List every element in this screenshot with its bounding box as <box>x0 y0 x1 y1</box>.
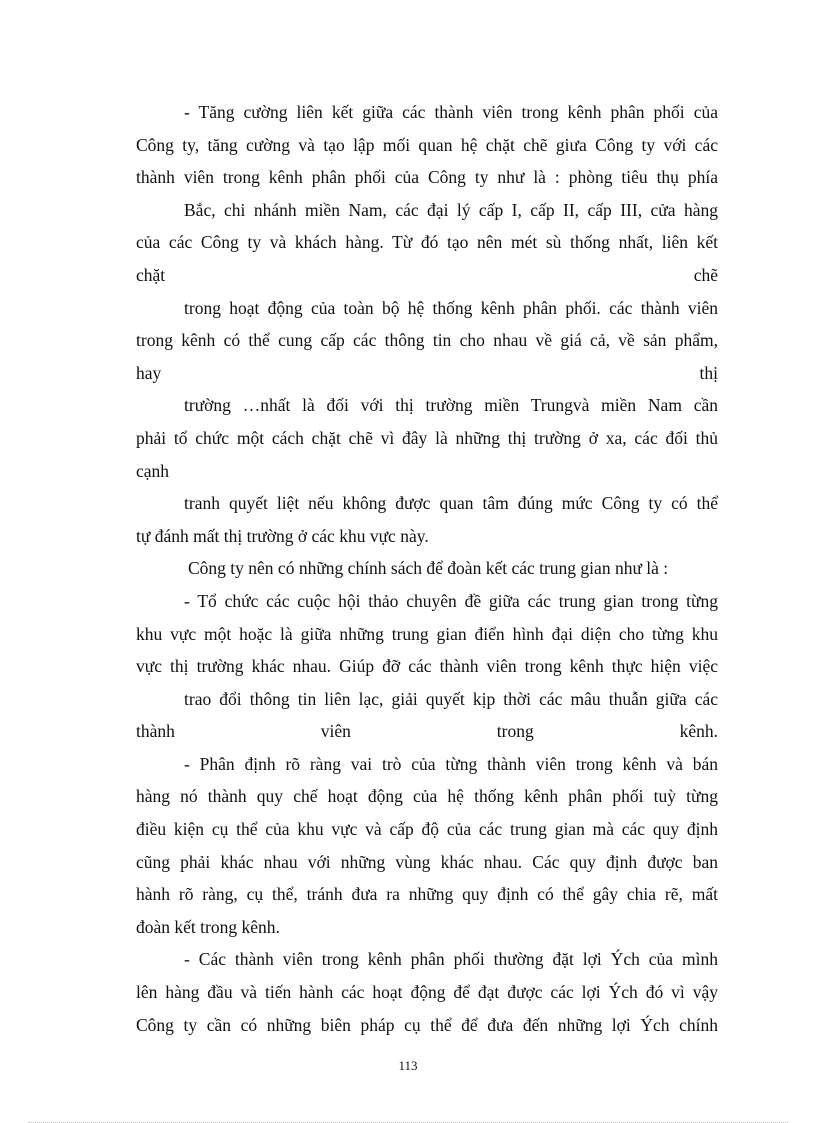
text-line: hành rõ ràng, cụ thể, tránh đưa ra những quy định có thể gây chia rẽ, mất <box>136 884 718 905</box>
text-line: cũng phải khác nhau với những vùng khác nhau. Các quy định được ban <box>136 851 718 872</box>
text-line: trường …nhất là đối với thị trường miền Trungvà miền Nam cần <box>184 395 718 416</box>
text-line: Công ty nên có những chính sách để đoàn kết các trung gian như là : <box>188 558 669 579</box>
text-line: hay thị <box>136 362 718 383</box>
document-body <box>136 96 718 1041</box>
text-line: của các Công ty và khách hàng. Từ đó tạo nên mét sù thống nhất, liên kết <box>136 232 718 253</box>
text-line: Bắc, chi nhánh miền Nam, các đại lý cấp I, cấp II, cấp III, cửa hàng <box>184 199 718 220</box>
text-line: chặt chẽ <box>136 264 718 285</box>
text-line: trao đổi thông tin liên lạc, giải quyết kịp thời các mâu thuẫn giữa các <box>184 688 718 709</box>
text-line: đoàn kết trong kênh. <box>136 916 280 937</box>
text-line: cạnh <box>136 460 170 481</box>
text-line: - Phân định rõ ràng vai trò của từng thành viên trong kênh và bán <box>184 753 718 774</box>
text-line: tự đánh mất thị trường ở các khu vực này. <box>136 525 429 546</box>
text-line: trong kênh có thể cung cấp các thông tin cho nhau về giá cả, về sản phẩm, <box>136 330 718 351</box>
page-number: 113 <box>398 1058 418 1073</box>
text-line: thành viên trong kênh. <box>136 721 718 742</box>
text-line: - Tăng cường liên kết giữa các thành viên trong kênh phân phối của <box>184 102 718 122</box>
text-line: hàng nó thành quy chế hoạt động của hệ thống kênh phân phối tuỳ từng <box>136 786 718 807</box>
text-line: trong hoạt động của toàn bộ hệ thống kênh phân phối. các thành viên <box>184 297 718 318</box>
text-line: điều kiện cụ thể của khu vực và cấp độ của các trung gian mà các quy định <box>136 819 718 840</box>
text-line: phải tổ chức một cách chặt chẽ vì đây là những thị trường ở xa, các đối thủ <box>136 427 718 448</box>
text-line: Công ty, tăng cường và tạo lập mối quan hệ chặt chẽ giưa Công ty với các <box>136 134 718 155</box>
text-line: tranh quyết liệt nếu không được quan tâm đúng mức Công ty có thể <box>184 493 718 514</box>
text-line: Công ty cần có những biên pháp cụ thể để đưa đến những lợi Ých chính <box>136 1014 718 1035</box>
text-line: khu vực một hoặc là giữa những trung gian điển hình đại diện cho từng khu <box>136 623 718 644</box>
text-line: - Các thành viên trong kênh phân phối thường đặt lợi Ých của mình <box>184 949 718 970</box>
text-line: - Tổ chức các cuộc hội thảo chuyên đề giữa các trung gian trong từng <box>184 590 718 611</box>
text-line: lên hàng đầu và tiến hành các hoạt động để đạt được các lợi Ých đó vì vậy <box>136 982 718 1003</box>
text-line: vực thị trường khác nhau. Giúp đỡ các thành viên trong kênh thực hiện việc <box>136 656 718 677</box>
text-line: thành viên trong kênh phân phối của Công ty như là : phòng tiêu thụ phía <box>136 167 718 188</box>
